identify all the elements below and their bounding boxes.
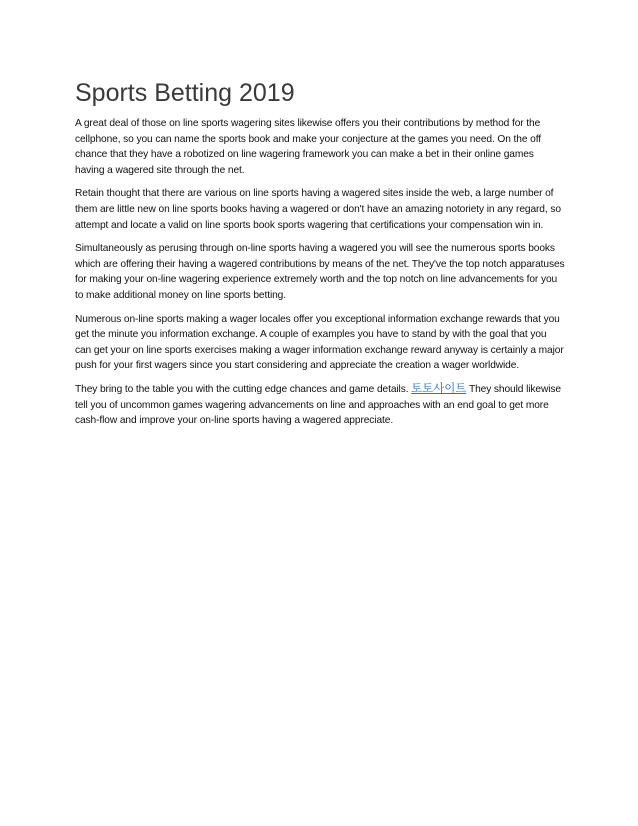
toto-site-link[interactable]: 토토사이트 <box>411 382 467 395</box>
paragraph-5-before-link: They bring to the table you with the cutting edge chances and game details. <box>75 383 412 395</box>
paragraph-5-after-link: They should likewise tell you of uncommon games wagering advancements on line and approaches with an end goal to get more cash-flow and improve your on-line sports having a wagered appreciate. <box>75 383 561 427</box>
document-title: Sports Betting 2019 <box>75 79 295 107</box>
paragraph-3: Simultaneously as perusing through on-line sports having a wagered you will see the numerous sports books which are offering their having a wagered contributions by means of the net. They've the top notch apparatuses for making your on-line wagering experience extremely worth and the top notch on line advancements for you to make additional money on line sports betting. <box>75 243 565 301</box>
paragraph-2: Retain thought that there are various on line sports having a wagered sites inside the web, a large number of them are little new on line sports books having a wagered or don't have an amazing notoriety in any regard, so attempt and locate a valid on line sports book sports wagering that certifications your compensation win in. <box>75 188 561 231</box>
paragraph-1: A great deal of those on line sports wagering sites likewise offers you their contributions by method for the cellphone, so you can name the sports book and make your conjecture at the games you need. On the off chance that they have a robotized on line wagering framework you can make a bet in their online games having a wagered site through the net. <box>75 118 541 176</box>
paragraph-4: Numerous on-line sports making a wager locales offer you exceptional information exchange rewards that you get the minute you information exchange. A couple of examples you have to stand by with the goal that you can get your on line sports exercises making a wager information exchange reward anyway is certainly a major push for your first wagers since you start considering and appreciate the creation a wager worldwide. <box>75 313 564 372</box>
paragraph-5 <box>75 382 565 429</box>
document-page <box>75 78 565 437</box>
